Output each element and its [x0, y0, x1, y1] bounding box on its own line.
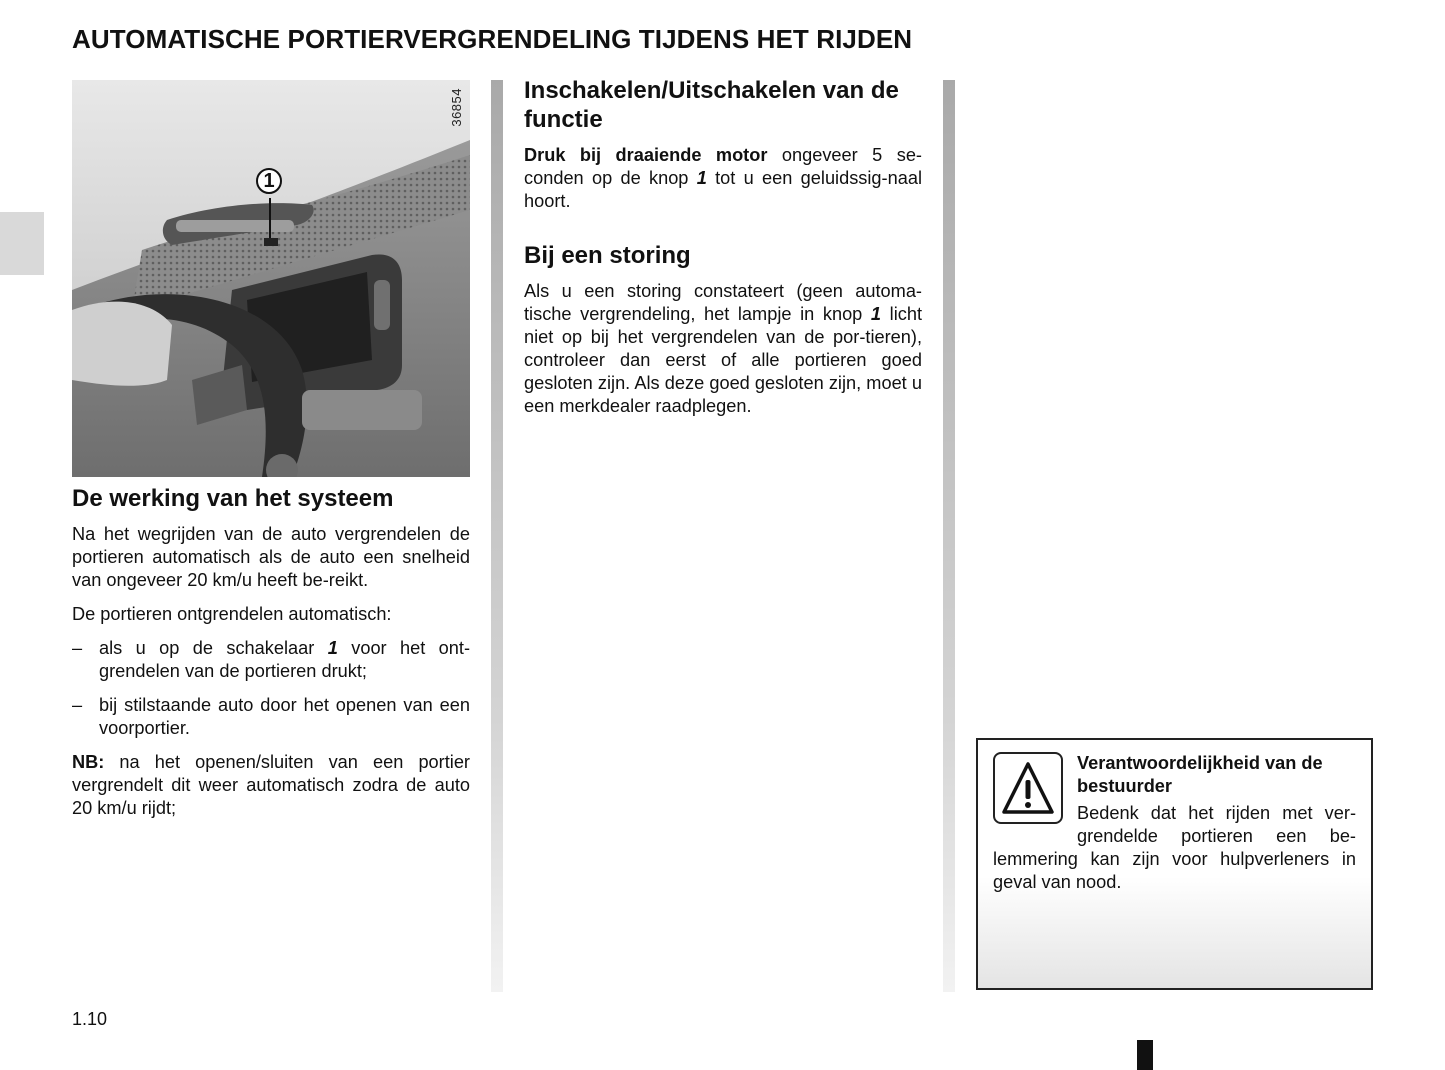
list-dash: – — [72, 638, 83, 658]
column-divider — [491, 80, 503, 992]
bold-lead: Druk bij draaiende motor — [524, 145, 768, 165]
paragraph — [524, 144, 922, 213]
column-middle — [524, 76, 922, 429]
page-title: AUTOMATISCHE PORTIERVERGRENDELING TIJDENS HET RIJDEN — [72, 24, 913, 54]
dashboard-drawing — [72, 80, 470, 477]
reference-number: 1 — [327, 638, 338, 658]
list-text: voor het ont-grendelen van de portieren drukt; — [99, 638, 471, 681]
section-tab — [0, 212, 44, 275]
reference-number: 1 — [870, 304, 882, 324]
section-heading-inschakelen: Inschakelen/Uitschakelen van de functie — [524, 77, 899, 133]
warning-text: Bedenk dat het rijden met ver-grendelde portieren een be-lemmering kan zijn voor hulpverleners in geval van nood. — [993, 803, 1356, 892]
paragraph-text: Als u een storing constateert (geen automa-tische vergrendeling, het lampje in knop — [524, 281, 922, 324]
list-item — [72, 637, 470, 683]
paragraph: Na het wegrijden van de auto vergrendelen de portieren automatisch als de auto een snelheid van ongeveer 20 km/u heeft be-reikt. — [72, 524, 470, 590]
list-item — [72, 694, 470, 740]
list-dash: – — [72, 695, 83, 715]
warning-title: Verantwoordelijkheid van de bestuurder — [1077, 753, 1323, 796]
dashboard-illustration — [72, 80, 470, 477]
note-label: NB: — [72, 752, 105, 772]
reference-number: 1 — [696, 168, 707, 188]
note-text: na het openen/sluiten van een portier vergrendelt dit weer automatisch zodra de auto 20 km/u rijdt; — [72, 752, 470, 818]
section-heading-storing: Bij een storing — [524, 242, 691, 269]
callout-number: 1 — [256, 168, 282, 194]
warning-triangle-icon — [993, 752, 1063, 824]
column-divider — [943, 80, 955, 992]
note-paragraph — [72, 751, 470, 820]
paragraph-text: licht niet op bij het vergrendelen van de por-tieren), controleer dan eerst of alle portieren goed gesloten zijn. Als deze goed gesloten zijn, moet u een merkdealer raadplegen. — [524, 304, 923, 416]
paragraph-text: ongeveer 5 se-conden op de knop — [524, 145, 922, 188]
paragraph-text: tot u een geluidssig-naal hoort. — [524, 168, 922, 211]
warning-box — [976, 738, 1373, 990]
column-left — [72, 484, 470, 831]
list-text: bij stilstaande auto door het openen van een voorportier. — [99, 695, 470, 738]
figure-code: 36854 — [449, 88, 464, 127]
page-number: 1.10 — [72, 1009, 108, 1029]
page-edge-marker — [1137, 1040, 1153, 1070]
section-heading-werking: De werking van het systeem — [72, 485, 394, 512]
paragraph: De portieren ontgrendelen automatisch: — [72, 604, 392, 624]
paragraph — [524, 280, 922, 418]
list-text: als u op de schakelaar — [99, 638, 328, 658]
